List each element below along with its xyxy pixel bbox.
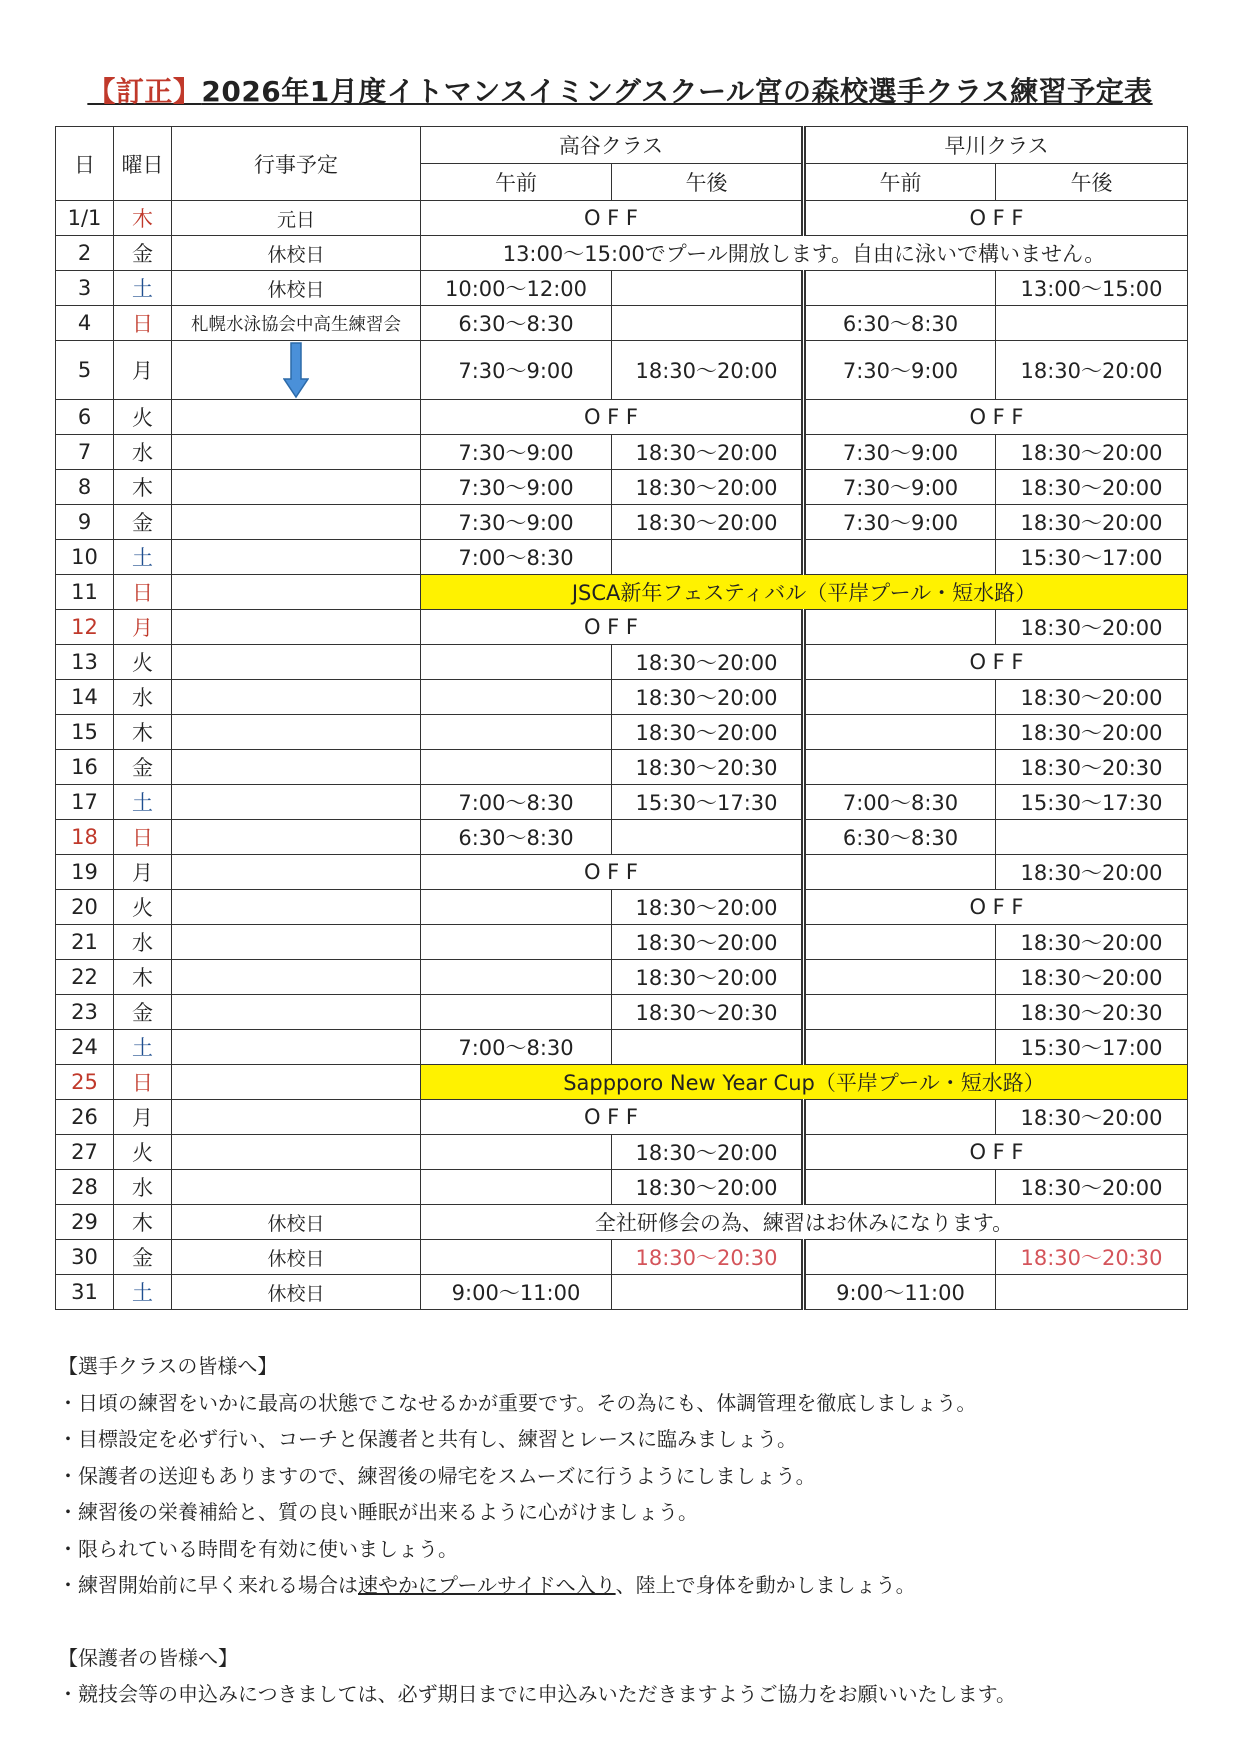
table-row: [56, 1135, 1188, 1170]
down-arrow-icon: [283, 341, 309, 399]
hayakawa-am-cell: [804, 925, 996, 960]
takaya-am-cell: 7:30～9:00: [421, 435, 612, 470]
hayakawa-am-cell: [804, 610, 996, 645]
day-cell: 6: [56, 400, 114, 435]
weekday-cell: 木: [114, 960, 172, 995]
day-cell: 27: [56, 1135, 114, 1170]
athlete-note: ・練習後の栄養補給と、質の良い睡眠が出来るように心がけましょう。: [58, 1500, 698, 1524]
day-cell: 19: [56, 855, 114, 890]
day-cell: 15: [56, 715, 114, 750]
day-cell: 5: [56, 341, 114, 400]
day-cell: 28: [56, 1170, 114, 1205]
weekday-cell: 水: [114, 680, 172, 715]
table-row: [56, 1065, 1188, 1100]
hayakawa-off: O F F: [804, 890, 1188, 925]
table-row: [56, 610, 1188, 645]
takaya-off: O F F: [421, 1100, 804, 1135]
hayakawa-pm-cell: 18:30～20:00: [996, 925, 1188, 960]
table-row: [56, 1275, 1188, 1310]
table-row: [56, 201, 1188, 236]
table-row: [56, 1170, 1188, 1205]
takaya-am-cell: 6:30～8:30: [421, 306, 612, 341]
table-row: [56, 1205, 1188, 1240]
schedule-table: [55, 126, 1188, 1310]
takaya-pm-cell: 18:30～20:00: [612, 341, 804, 400]
header-hayakawa-pm: 午後: [996, 164, 1188, 201]
takaya-am-cell: 7:00～8:30: [421, 785, 612, 820]
competition-highlight: Sappporo New Year Cup（平岸プール・短水路）: [421, 1065, 1188, 1100]
weekday-cell: 土: [114, 271, 172, 306]
takaya-pm-cell: 18:30～20:30: [612, 995, 804, 1030]
weekday-cell: 金: [114, 1240, 172, 1275]
takaya-pm-cell: [612, 1030, 804, 1065]
table-row: [56, 540, 1188, 575]
hayakawa-am-cell: 7:30～9:00: [804, 505, 996, 540]
table-row: [56, 1100, 1188, 1135]
hayakawa-pm-cell: 18:30～20:00: [996, 680, 1188, 715]
event-cell: 休校日: [172, 1240, 421, 1275]
weekday-cell: 金: [114, 505, 172, 540]
hayakawa-pm-cell: 18:30～20:30: [996, 995, 1188, 1030]
event-cell: [172, 820, 421, 855]
hayakawa-am-cell: [804, 750, 996, 785]
header-takaya-am: 午前: [421, 164, 612, 201]
day-cell: 1/1: [56, 201, 114, 236]
athlete-note: ・保護者の送迎もありますので、練習後の帰宅をスムーズに行うようにしましょう。: [58, 1463, 816, 1488]
day-cell: 25: [56, 1065, 114, 1100]
takaya-am-cell: 9:00～11:00: [421, 1275, 612, 1310]
hayakawa-pm-cell: 15:30～17:00: [996, 1030, 1188, 1065]
hayakawa-pm-cell: 15:30～17:30: [996, 785, 1188, 820]
takaya-am-cell: 7:30～9:00: [421, 470, 612, 505]
takaya-pm-cell: 18:30～20:00: [612, 715, 804, 750]
hayakawa-am-cell: [804, 960, 996, 995]
header-takaya-pm: 午後: [612, 164, 804, 201]
athletes-heading: 【選手クラスの皆様へ】: [58, 1354, 278, 1378]
competition-highlight: JSCA新年フェスティバル（平岸プール・短水路）: [421, 575, 1188, 610]
day-cell: 16: [56, 750, 114, 785]
takaya-am-cell: [421, 715, 612, 750]
weekday-cell: 日: [114, 575, 172, 610]
weekday-cell: 水: [114, 925, 172, 960]
day-cell: 24: [56, 1030, 114, 1065]
weekday-cell: 日: [114, 1065, 172, 1100]
hayakawa-pm-cell: 18:30～20:00: [996, 341, 1188, 400]
takaya-pm-cell: 18:30～20:00: [612, 505, 804, 540]
event-cell: 休校日: [172, 271, 421, 306]
day-cell: 11: [56, 575, 114, 610]
day-cell: 14: [56, 680, 114, 715]
title-main: 2026年1月度イトマンスイミングスクール宮の森校選手クラス練習予定表: [201, 75, 1153, 108]
hayakawa-pm-cell: 18:30～20:00: [996, 505, 1188, 540]
weekday-cell: 土: [114, 1030, 172, 1065]
weekday-cell: 月: [114, 610, 172, 645]
table-row: [56, 890, 1188, 925]
takaya-am-cell: [421, 995, 612, 1030]
notes-section: [58, 1348, 1016, 1713]
hayakawa-am-cell: [804, 540, 996, 575]
note-pre: ・練習開始前に早く来れる場合は: [58, 1573, 358, 1597]
hayakawa-am-cell: [804, 855, 996, 890]
day-cell: 17: [56, 785, 114, 820]
full-width-note: 13:00～15:00でプール開放します。自由に泳いで構いません。: [421, 236, 1188, 271]
takaya-am-cell: 7:00～8:30: [421, 1030, 612, 1065]
hayakawa-pm-cell: 18:30～20:00: [996, 610, 1188, 645]
table-row: [56, 820, 1188, 855]
table-row: [56, 435, 1188, 470]
header-hayakawa-class: 早川クラス: [804, 127, 1188, 164]
hayakawa-am-cell: [804, 1240, 996, 1275]
hayakawa-am-cell: [804, 715, 996, 750]
hayakawa-am-cell: [804, 1170, 996, 1205]
hayakawa-pm-cell: 18:30～20:00: [996, 960, 1188, 995]
weekday-cell: 土: [114, 785, 172, 820]
hayakawa-am-cell: 9:00～11:00: [804, 1275, 996, 1310]
day-cell: 12: [56, 610, 114, 645]
day-cell: 18: [56, 820, 114, 855]
takaya-pm-cell: 18:30～20:00: [612, 645, 804, 680]
table-row: [56, 960, 1188, 995]
takaya-pm-cell: [612, 306, 804, 341]
hayakawa-off: O F F: [804, 201, 1188, 236]
full-width-note: 全社研修会の為、練習はお休みになります。: [421, 1205, 1188, 1240]
takaya-pm-cell: 18:30～20:00: [612, 435, 804, 470]
athlete-note: ・目標設定を必ず行い、コーチと保護者と共有し、練習とレースに臨みましょう。: [58, 1427, 797, 1451]
day-cell: 29: [56, 1205, 114, 1240]
takaya-pm-cell: 18:30～20:00: [612, 470, 804, 505]
event-cell: [172, 680, 421, 715]
hayakawa-am-cell: [804, 680, 996, 715]
takaya-am-cell: [421, 960, 612, 995]
table-row: [56, 855, 1188, 890]
hayakawa-pm-cell: 15:30～17:00: [996, 540, 1188, 575]
event-cell: [172, 1170, 421, 1205]
weekday-cell: 木: [114, 470, 172, 505]
hayakawa-am-cell: 7:30～9:00: [804, 435, 996, 470]
day-cell: 10: [56, 540, 114, 575]
day-cell: 2: [56, 236, 114, 271]
event-cell: [172, 960, 421, 995]
hayakawa-off: O F F: [804, 1135, 1188, 1170]
hayakawa-am-cell: [804, 1100, 996, 1135]
athlete-note-last: [58, 1567, 1016, 1604]
weekday-cell: 火: [114, 1135, 172, 1170]
event-cell: [172, 610, 421, 645]
takaya-am-cell: [421, 890, 612, 925]
takaya-pm-cell: [612, 540, 804, 575]
hayakawa-pm-cell: 18:30～20:30: [996, 1240, 1188, 1275]
weekday-cell: 月: [114, 341, 172, 400]
hayakawa-off: O F F: [804, 645, 1188, 680]
event-cell: [172, 1030, 421, 1065]
weekday-cell: 木: [114, 201, 172, 236]
weekday-cell: 水: [114, 1170, 172, 1205]
title-tag: 【訂正】: [87, 75, 202, 108]
table-row: [56, 271, 1188, 306]
table-row: [56, 505, 1188, 540]
event-cell: [172, 435, 421, 470]
takaya-pm-cell: 18:30～20:00: [612, 680, 804, 715]
day-cell: 7: [56, 435, 114, 470]
day-cell: 4: [56, 306, 114, 341]
hayakawa-pm-cell: 18:30～20:00: [996, 1170, 1188, 1205]
day-cell: 23: [56, 995, 114, 1030]
takaya-off: O F F: [421, 855, 804, 890]
day-cell: 21: [56, 925, 114, 960]
table-row: [56, 341, 1188, 400]
table-row: [56, 306, 1188, 341]
event-cell: [172, 1065, 421, 1100]
weekday-cell: 土: [114, 540, 172, 575]
table-row: [56, 995, 1188, 1030]
hayakawa-am-cell: 6:30～8:30: [804, 820, 996, 855]
table-row: [56, 470, 1188, 505]
day-cell: 3: [56, 271, 114, 306]
note-underlined: 速やかにプールサイドへ入り: [358, 1573, 616, 1597]
event-cell: 元日: [172, 201, 421, 236]
event-cell: [172, 540, 421, 575]
takaya-am-cell: [421, 1170, 612, 1205]
takaya-pm-cell: 18:30～20:30: [612, 1240, 804, 1275]
weekday-cell: 日: [114, 820, 172, 855]
event-cell: [172, 575, 421, 610]
event-cell: 札幌水泳協会中高生練習会: [172, 306, 421, 341]
weekday-cell: 土: [114, 1275, 172, 1310]
page-title: [0, 70, 1240, 110]
day-cell: 30: [56, 1240, 114, 1275]
takaya-am-cell: [421, 750, 612, 785]
event-cell: [172, 1135, 421, 1170]
hayakawa-off: O F F: [804, 400, 1188, 435]
table-row: [56, 1240, 1188, 1275]
table-row: [56, 785, 1188, 820]
takaya-off: O F F: [421, 400, 804, 435]
table-row: [56, 400, 1188, 435]
parents-heading: 【保護者の皆様へ】: [58, 1645, 238, 1670]
event-cell: [172, 890, 421, 925]
hayakawa-am-cell: [804, 1030, 996, 1065]
takaya-am-cell: [421, 925, 612, 960]
event-cell: 休校日: [172, 236, 421, 271]
hayakawa-am-cell: [804, 995, 996, 1030]
weekday-cell: 金: [114, 995, 172, 1030]
day-cell: 26: [56, 1100, 114, 1135]
event-cell: [172, 470, 421, 505]
athlete-note: ・限られている時間を有効に使いましょう。: [58, 1536, 458, 1561]
weekday-cell: 月: [114, 1100, 172, 1135]
day-cell: 13: [56, 645, 114, 680]
takaya-am-cell: [421, 680, 612, 715]
event-cell: [172, 925, 421, 960]
takaya-pm-cell: 15:30～17:30: [612, 785, 804, 820]
day-cell: 31: [56, 1275, 114, 1310]
table-row: [56, 715, 1188, 750]
schedule-body: [56, 201, 1188, 1310]
takaya-am-cell: 10:00～12:00: [421, 271, 612, 306]
takaya-pm-cell: [612, 820, 804, 855]
hayakawa-pm-cell: 18:30～20:00: [996, 855, 1188, 890]
header-event: 行事予定: [172, 127, 421, 201]
hayakawa-am-cell: 7:00～8:30: [804, 785, 996, 820]
table-row: [56, 1030, 1188, 1065]
takaya-am-cell: [421, 1135, 612, 1170]
event-cell: [172, 505, 421, 540]
takaya-am-cell: 7:30～9:00: [421, 341, 612, 400]
note-post: 、陸上で身体を動かしましょう。: [615, 1573, 916, 1597]
hayakawa-am-cell: 6:30～8:30: [804, 306, 996, 341]
athlete-note: ・日頃の練習をいかに最高の状態でこなせるかが重要です。その為にも、体調管理を徹底しましょう。: [58, 1390, 977, 1415]
table-row: [56, 680, 1188, 715]
takaya-am-cell: 7:30～9:00: [421, 505, 612, 540]
hayakawa-pm-cell: [996, 1275, 1188, 1310]
weekday-cell: 水: [114, 435, 172, 470]
weekday-cell: 日: [114, 306, 172, 341]
event-cell: [172, 785, 421, 820]
takaya-am-cell: 6:30～8:30: [421, 820, 612, 855]
event-cell: [172, 750, 421, 785]
takaya-pm-cell: 18:30～20:00: [612, 1135, 804, 1170]
weekday-cell: 火: [114, 890, 172, 925]
takaya-pm-cell: 18:30～20:00: [612, 960, 804, 995]
takaya-pm-cell: [612, 271, 804, 306]
event-cell: [172, 1100, 421, 1135]
takaya-am-cell: 7:00～8:30: [421, 540, 612, 575]
event-cell: [172, 715, 421, 750]
hayakawa-pm-cell: 13:00～15:00: [996, 271, 1188, 306]
event-cell: [172, 645, 421, 680]
hayakawa-pm-cell: 18:30～20:00: [996, 435, 1188, 470]
takaya-pm-cell: 18:30～20:30: [612, 750, 804, 785]
takaya-pm-cell: [612, 1275, 804, 1310]
weekday-cell: 金: [114, 750, 172, 785]
hayakawa-am-cell: [804, 271, 996, 306]
table-row: [56, 925, 1188, 960]
hayakawa-am-cell: 7:30～9:00: [804, 341, 996, 400]
header-weekday: 曜日: [114, 127, 172, 201]
table-row: [56, 575, 1188, 610]
takaya-pm-cell: 18:30～20:00: [612, 1170, 804, 1205]
hayakawa-pm-cell: 18:30～20:00: [996, 470, 1188, 505]
day-cell: 20: [56, 890, 114, 925]
header-day: 日: [56, 127, 114, 201]
day-cell: 22: [56, 960, 114, 995]
hayakawa-am-cell: 7:30～9:00: [804, 470, 996, 505]
table-row: [56, 750, 1188, 785]
parent-note: ・競技会等の申込みにつきましては、必ず期日までに申込みいただきますようご協力をお願いいたします。: [58, 1682, 1016, 1706]
header-takaya-class: 高谷クラス: [421, 127, 804, 164]
takaya-off: O F F: [421, 610, 804, 645]
schedule-header: [56, 127, 1188, 201]
day-cell: 9: [56, 505, 114, 540]
weekday-cell: 火: [114, 400, 172, 435]
event-cell: 休校日: [172, 1205, 421, 1240]
day-cell: 8: [56, 470, 114, 505]
hayakawa-pm-cell: [996, 306, 1188, 341]
hayakawa-pm-cell: 18:30～20:30: [996, 750, 1188, 785]
event-cell: 休校日: [172, 1275, 421, 1310]
takaya-am-cell: [421, 645, 612, 680]
hayakawa-pm-cell: [996, 820, 1188, 855]
table-row: [56, 236, 1188, 271]
event-cell: [172, 400, 421, 435]
takaya-off: O F F: [421, 201, 804, 236]
weekday-cell: 金: [114, 236, 172, 271]
hayakawa-pm-cell: 18:30～20:00: [996, 1100, 1188, 1135]
hayakawa-pm-cell: 18:30～20:00: [996, 715, 1188, 750]
takaya-pm-cell: 18:30～20:00: [612, 890, 804, 925]
takaya-am-cell: [421, 1240, 612, 1275]
table-row: [56, 645, 1188, 680]
takaya-pm-cell: 18:30～20:00: [612, 925, 804, 960]
weekday-cell: 木: [114, 1205, 172, 1240]
event-cell: [172, 341, 421, 400]
header-hayakawa-am: 午前: [804, 164, 996, 201]
event-cell: [172, 855, 421, 890]
weekday-cell: 火: [114, 645, 172, 680]
weekday-cell: 木: [114, 715, 172, 750]
weekday-cell: 月: [114, 855, 172, 890]
event-cell: [172, 995, 421, 1030]
